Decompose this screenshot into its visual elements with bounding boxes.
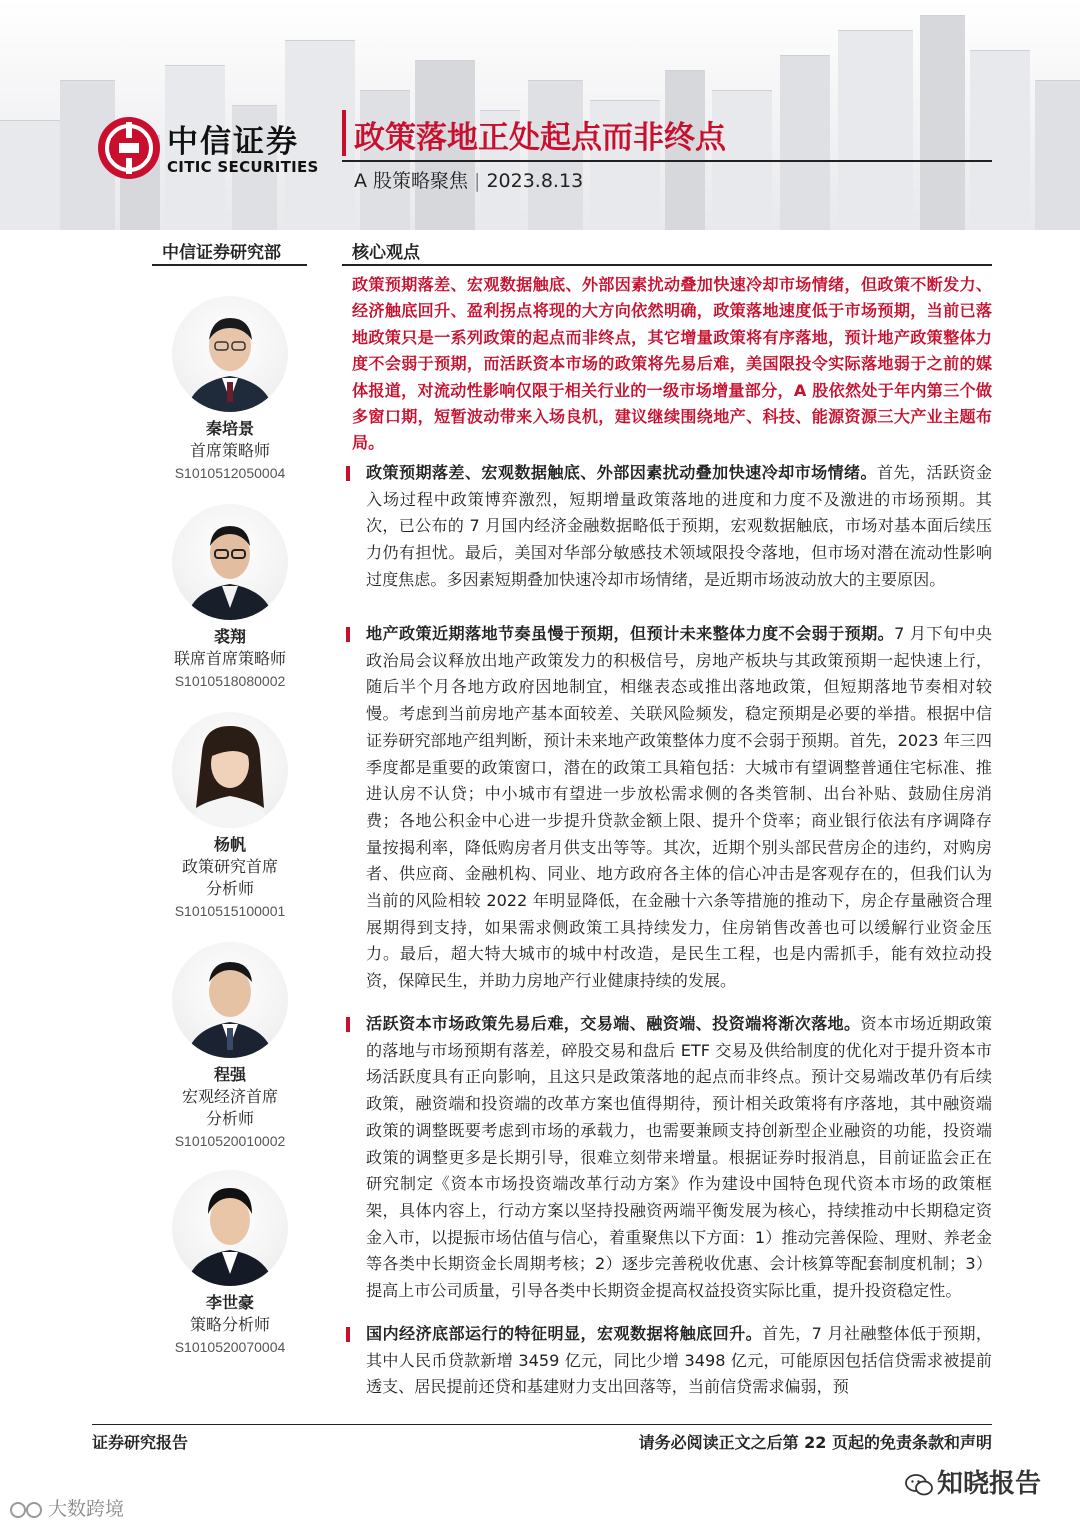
core-view-divider (342, 264, 992, 266)
analyst-name: 杨帆 (213, 835, 246, 854)
report-date: 2023.8.13 (486, 170, 584, 192)
paragraph-body: 首先，7 月社融整体低于预期，其中人民币贷款新增 3459 亿元，同比少增 3498 亿元，可能原因包括信贷需求被提前透支、居民提前还贷和基建财力支出回落等，当前信贷需求偏弱，预 (366, 1324, 992, 1397)
paragraph-lead: 国内经济底部运行的特征明显，宏观数据将触底回升。 (366, 1324, 763, 1343)
paragraph-lead: 政策预期落差、宏观数据触底、外部因素扰动叠加快速冷却市场情绪。 (366, 463, 878, 482)
analyst-name: 程强 (213, 1065, 246, 1084)
analyst-role: 宏观经济首席 (181, 1087, 278, 1106)
brand-name-en: CITIC SECURITIES (167, 158, 319, 176)
analyst-card (150, 712, 310, 922)
bullet-marker (346, 1327, 350, 1342)
analyst-role-line2: 分析师 (205, 1109, 254, 1128)
bullet-marker (346, 466, 350, 481)
avatar (172, 712, 288, 828)
analyst-role-line2: 分析师 (205, 879, 254, 898)
paragraph-lead: 地产政策近期落地节奏虽慢于预期，但预计未来整体力度不会弱于预期。 (366, 624, 895, 643)
bullet-paragraph (352, 1011, 992, 1305)
analyst-card (150, 504, 310, 692)
watermark-right (905, 1463, 1041, 1500)
footer-label: 证券研究报告 (92, 1433, 189, 1452)
analyst-license-id: S1010518080002 (174, 673, 286, 689)
analyst-card (150, 942, 310, 1152)
meta-separator: | (474, 170, 481, 192)
avatar (172, 942, 288, 1058)
wechat-icon (905, 1474, 933, 1496)
analyst-license-id: S1010515100001 (174, 903, 286, 919)
footer-disclaimer: 请务必阅读正文之后第 22 页起的免责条款和声明 (638, 1433, 992, 1452)
watermark-left-text: 大数跨境 (48, 1498, 125, 1520)
analyst-license-id: S1010520070004 (174, 1339, 286, 1355)
brand-name-cn: 中信证券 (167, 124, 299, 160)
department-label: 中信证券研究部 (162, 243, 281, 263)
paragraph-lead: 活跃资本市场政策先易后难，交易端、融资端、投资端将渐次落地。 (366, 1014, 861, 1033)
analyst-license-id: S1010512050004 (174, 465, 286, 481)
analyst-name: 裘翔 (213, 627, 246, 646)
bullet-paragraph (352, 1321, 992, 1401)
analyst-role: 首席策略师 (189, 441, 270, 460)
watermark-right-text: 知晓报告 (937, 1469, 1042, 1499)
paragraph-body: 首先，活跃资金入场过程中政策博弈激烈，短期增量政策落地的进度和力度不及激进的市场预期。其次，已公布的 7 月国内经济金融数据略低于预期，宏观数据触底，市场对基本面后续压力仍有担忧。最后，美国对华部分敏感技术领域限投令落地，但市场对潜在流动性影响过度焦虑。多因素短期叠加快速冷却市场情绪，是近期市场波动放大的主要原因。 (366, 463, 993, 589)
analyst-card (150, 1170, 310, 1358)
avatar (172, 504, 288, 620)
bullet-marker (346, 627, 350, 642)
watermark-logo-icon (8, 1500, 48, 1520)
watermark-left (8, 1494, 124, 1521)
analyst-role: 政策研究首席 (181, 857, 278, 876)
analyst-license-id: S1010520010002 (174, 1133, 286, 1149)
footer-divider (92, 1424, 992, 1425)
report-series: A 股策略聚焦 (354, 170, 469, 192)
analyst-role: 联席首席策略师 (173, 649, 286, 668)
avatar (172, 1170, 288, 1286)
bullet-paragraph (352, 621, 992, 995)
avatar (172, 296, 288, 412)
bullet-marker (346, 1017, 350, 1032)
paragraph-body: 资本市场近期政策的落地与市场预期有落差，碎股交易和盘后 ETF 交易及供给制度的优化对于提升资本市场活跃度具有正向影响，且这只是政策落地的起点而非终点。预计交易端改革仍有后续政策，融资端和投资端的改革方案也值得期待，预计相关政策将有序落地，其中融资端政策的调整既要考虑到市场的承载力，也需要兼顾支持创新型企业融资的功能，投资端政策的调整更多是长期引导，很难立刻带来增量。根据证券时报消息，目前证监会正在研究制定《资本市场投资端改革行动方案》作为建设中国特色现代资本市场的政策框架，具体内容上，行动方案以坚持投融资两端平衡发展为核心，持续推动中长期稳定资金入市，以提振市场估值与信心，着重聚焦以下方面：1）推动完善保险、理财、养老金等各类中长期资金长周期考核；2）逐步完善税收优惠、会计核算等配套制度机制；3）提高上市公司质量，引导各类中长期资金提高权益投资实际比重，提升投资稳定性。 (366, 1014, 993, 1301)
analyst-role: 策略分析师 (189, 1315, 270, 1334)
analyst-card (150, 296, 310, 484)
title-accent-bar (342, 110, 346, 156)
summary-text: 政策预期落差、宏观数据触底、外部因素扰动叠加快速冷却市场情绪，但政策不断发力、经济触底回升、盈利拐点将现的大方向依然明确，政策落地速度低于市场预期，当前已落地政策只是一系列政策的起点而非终点，其它增量政策将有序落地，预计地产政策整体力度不会弱于预期，而活跃资本市场的政策将先易后难，美国限投令实际落地弱于之前的媒体报道，对流动性影响仅限于相关行业的一级市场增量部分，A 股依然处于年内第三个做多窗口期，短暂波动带来入场良机，建议继续围绕地产、科技、能源资源三大产业主题布局。 (352, 275, 992, 453)
page-title: 政策落地正处起点而非终点 (354, 120, 726, 156)
citic-seal-icon (97, 116, 161, 180)
analyst-name: 李世豪 (205, 1293, 254, 1312)
report-meta (354, 166, 583, 193)
brand-logo (97, 112, 337, 182)
analyst-name: 秦培景 (205, 419, 254, 438)
bullet-paragraph (352, 460, 992, 594)
core-view-heading: 核心观点 (352, 243, 420, 263)
paragraph-body: 7 月下旬中央政治局会议释放出地产政策发力的积极信号，房地产板块与其政策预期一起快速上行，随后半个月各地方政府因地制宜，相继表态或推出落地政策，但短期落地节奏相对较慢。考虑到当前房地产基本面较差、关联风险频发，稳定预期是必要的举措。根据中信证券研究部地产组判断，预计未来地产政策整体力度不会弱于预期。首先，2023 年三四季度都是重要的政策窗口，潜在的政策工具箱包括：大城市有望调整普通住宅标准、推进认房不认贷；中小城市有望进一步放松需求侧的各类管制、出台补贴、鼓励住房消费；各地公积金中心进一步提升贷款金额上限、提升个贷率；商业银行依法有序调降存量按揭利率，降低购房者月供支出等等。其次，近期个别头部民营房企的违约，对购房者、供应商、金融机构、同业、地方政府各主体的信心冲击是客观存在的，但我们认为当前的风险相较 2022 年明显降低，在金融十六条等措施的推动下，房企存量融资合理展期得到支持，如果需求侧政策工具持续发力，住房销售改善也可以缓解行业资金压力。最后，超大特大城市的城中村改造，是民生工程，也是内需抓手，能有效拉动投资，保障民生，并助力房地产行业健康持续的发展。 (366, 624, 992, 991)
department-divider (152, 264, 307, 266)
title-divider (342, 160, 992, 162)
